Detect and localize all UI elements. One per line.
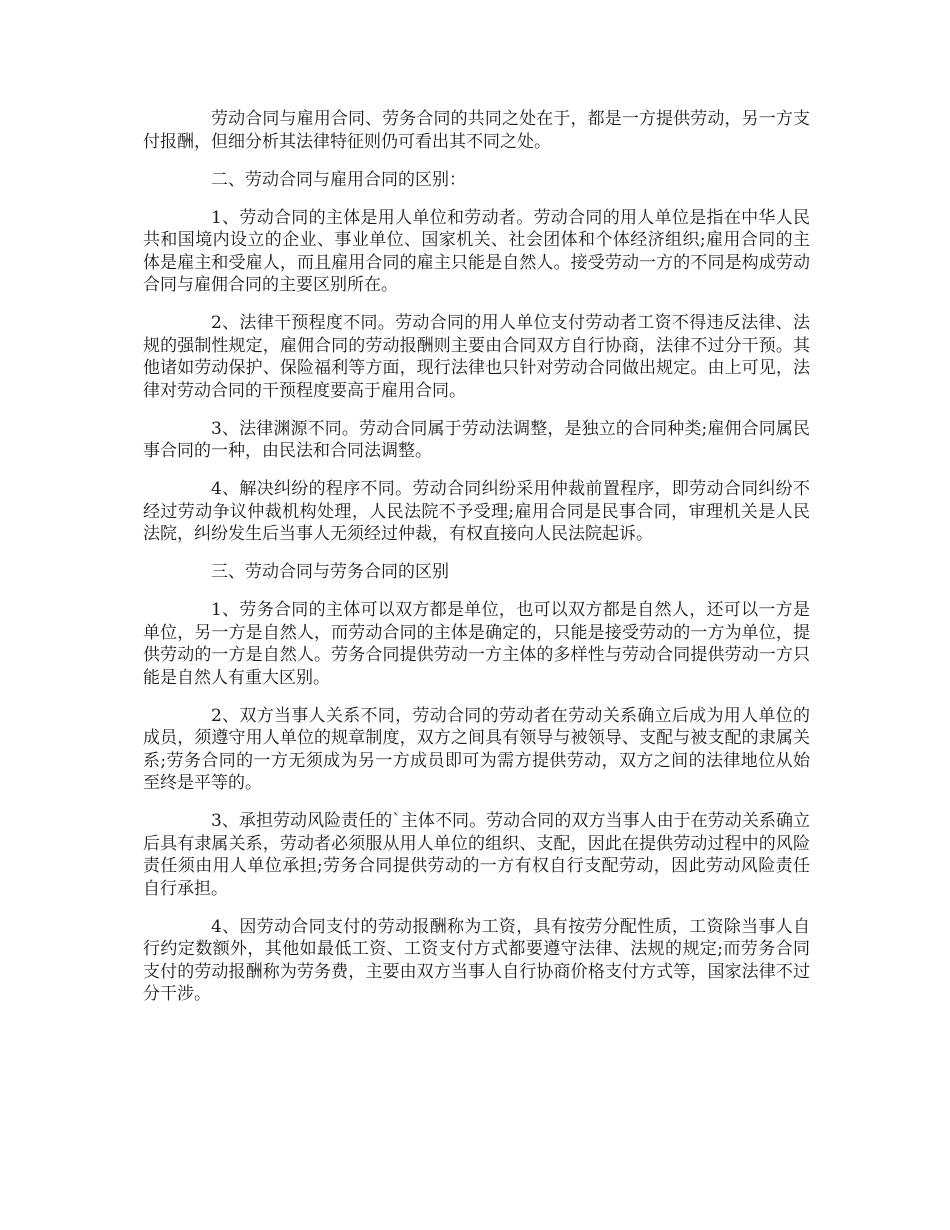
hire-difference-item-3: 3、法律渊源不同。劳动合同属于劳动法调整，是独立的合同种类;雇佣合同属民事合同的一种，由民法和合同法调整。 [143,418,810,461]
intro-paragraph: 劳动合同与雇用合同、劳务合同的共同之处在于，都是一方提供劳动，另一方支付报酬，但细分析其法律特征则仍可看出其不同之处。 [143,109,810,152]
hire-difference-item-4: 4、解决纠纷的程序不同。劳动合同纠纷采用仲裁前置程序，即劳动合同纠纷不经过劳动争议仲裁机构处理，人民法院不予受理;雇用合同是民事合同，审理机关是人民法院，纠纷发生后当事人无须经过仲裁，有权直接向人民法院起诉。 [143,479,810,544]
service-difference-item-4: 4、因劳动合同支付的劳动报酬称为工资，具有按劳分配性质，工资除当事人自行约定数额外，其他如最低工资、工资支付方式都要遵守法律、法规的规定;而劳务合同支付的劳动报酬称为劳务费，主要由双方当事人自行协商价格支付方式等，国家法律不过分干涉。 [143,916,810,1004]
hire-difference-item-1: 1、劳动合同的主体是用人单位和劳动者。劳动合同的用人单位是指在中华人民共和国境内设立的企业、事业单位、国家机关、社会团体和个体经济组织;雇用合同的主体是雇主和受雇人，而且雇用合同的雇主只能是自然人。接受劳动一方的不同是构成劳动合同与雇佣合同的主要区别所在。 [143,207,810,295]
section-heading-employment-vs-service: 三、劳动合同与劳务合同的区别 [211,562,449,582]
service-difference-item-1: 1、劳务合同的主体可以双方都是单位，也可以双方都是自然人，还可以一方是单位，另一方是自然人，而劳动合同的主体是确定的，只能是接受劳动的一方为单位，提供劳动的一方是自然人。劳务合同提供劳动一方主体的多样性与劳动合同提供劳动一方只能是自然人有重大区别。 [143,600,810,688]
section-heading-employment-vs-hire: 二、劳动合同与雇用合同的区别： [211,169,466,190]
service-difference-item-2: 2、双方当事人关系不同，劳动合同的劳动者在劳动关系确立后成为用人单位的成员，须遵守用人单位的规章制度，双方之间具有领导与被领导、支配与被支配的隶属关系;劳务合同的一方无须成为另一方成员即可为需方提供劳动，双方之间的法律地位从始至终是平等的。 [143,705,810,793]
hire-difference-item-2: 2、法律干预程度不同。劳动合同的用人单位支付劳动者工资不得违反法律、法规的强制性规定，雇佣合同的劳动报酬则主要由合同双方自行协商，法律不过分干预。其他诸如劳动保护、保险福利等方面，现行法律也只针对劳动合同做出规定。由上可见，法律对劳动合同的干预程度要高于雇用合同。 [143,313,810,401]
service-difference-item-3: 3、承担劳动风险责任的`主体不同。劳动合同的双方当事人由于在劳动关系确立后具有隶属关系，劳动者必须服从用人单位的组织、支配，因此在提供劳动过程中的风险责任须由用人单位承担;劳务合同提供劳动的一方有权自行支配劳动，因此劳动风险责任自行承担。 [143,811,810,899]
document-body [143,108,810,1021]
